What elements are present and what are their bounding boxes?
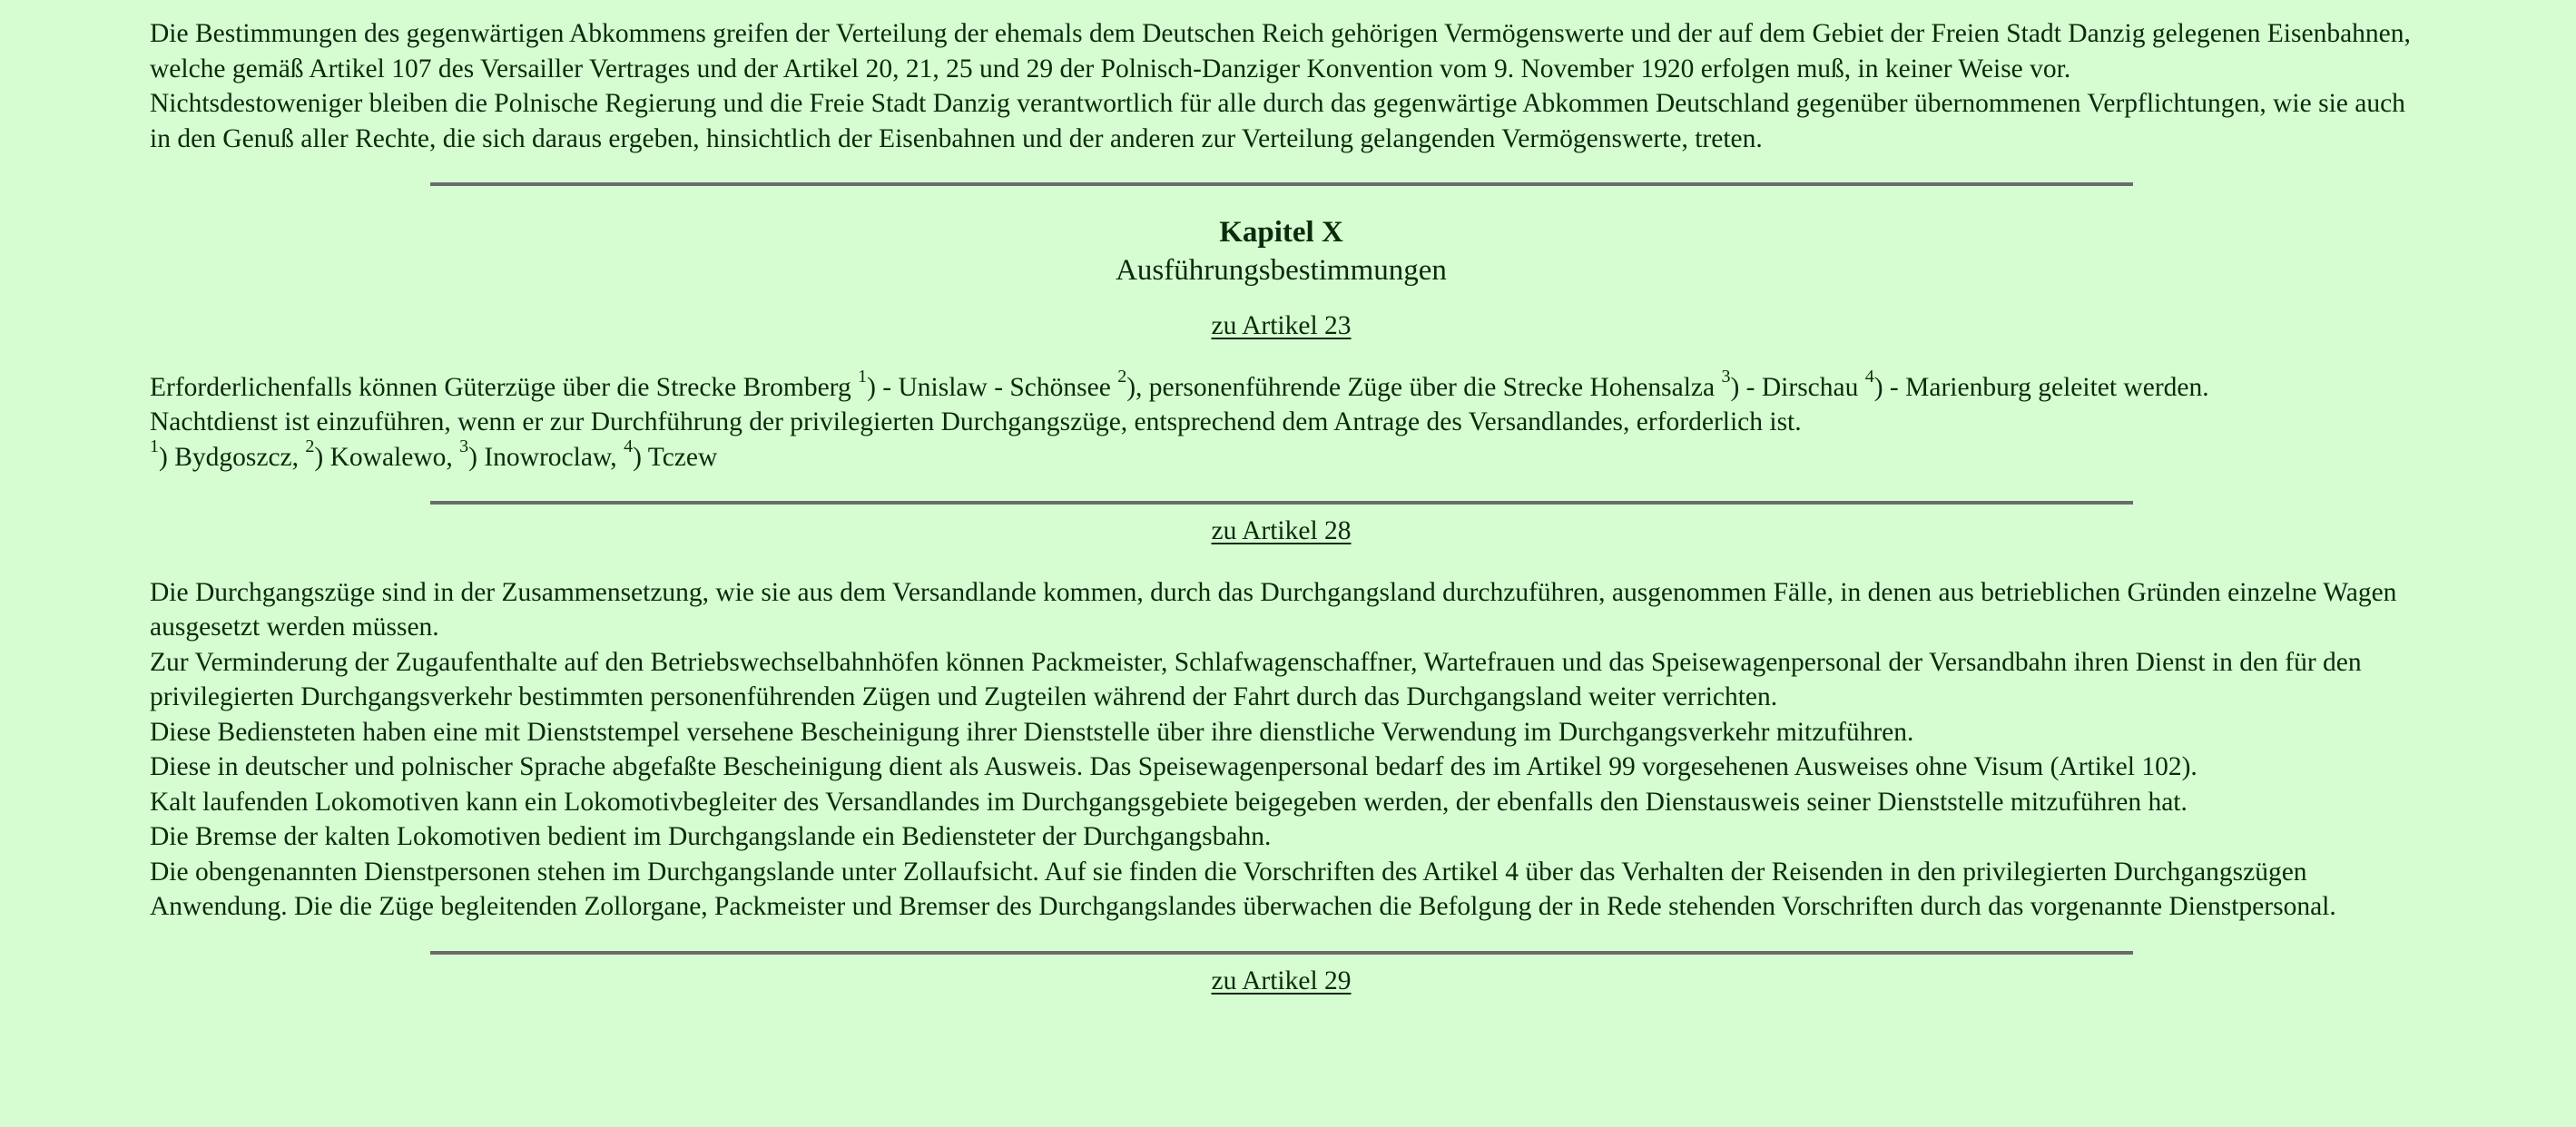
- article-23-link[interactable]: zu Artikel 23: [1211, 311, 1352, 340]
- article-28-paragraph: Kalt laufenden Lokomotiven kann ein Lokomotivbegleiter des Versandlandes im Durchgangsgebiete beigegeben werden, der ebenfalls den Dienstausweis seiner Dienststelle mitzuführen hat.: [150, 787, 2188, 817]
- section-divider: [430, 182, 2133, 186]
- footnote-marker: 3: [1721, 366, 1731, 387]
- footnote-text: ) Tczew: [633, 442, 718, 472]
- footnote-marker: 3: [459, 436, 469, 456]
- footnote-marker: 1: [150, 436, 159, 456]
- article-28-paragraph: Die Bremse der kalten Lokomotiven bedient im Durchgangslande ein Bediensteter der Durchgangsbahn.: [150, 822, 1272, 851]
- footnote-marker: 4: [624, 436, 634, 456]
- footnote-marker: 1: [858, 366, 868, 387]
- footnote-marker: 2: [1117, 366, 1127, 387]
- article-29-heading: [150, 964, 2413, 999]
- article-29-link[interactable]: zu Artikel 29: [1211, 965, 1352, 995]
- article-28-paragraph: Die obengenannten Dienstpersonen stehen im Durchgangslande unter Zollaufsicht. Auf sie finden die Vorschriften des Artikel 4 über das Verhalten der Reisenden in den privilegierten Durchgangszügen Anwendung. Die die Züge begleitenden Zollorgane, Packmeister und Bremser des Durchgangslandes überwachen die Befolgung der in Rede stehenden Vorschriften durch das vorgenannte Dienstpersonal.: [150, 857, 2336, 921]
- article-28-paragraph: Diese in deutscher und polnischer Sprache abgefaßte Bescheinigung dient als Ausweis. Das Speisewagenpersonal bedarf des im Artikel 99 vorgesehenen Ausweises ohne Visum (Artikel 102).: [150, 752, 2197, 781]
- footnote-marker: 2: [305, 436, 315, 456]
- text-segment: ), personenführende Züge über die Strecke Hohensalza: [1126, 372, 1722, 402]
- chapter-title: Kapitel X: [1219, 216, 1343, 249]
- intro-paragraph-2: Nichtsdestoweniger bleiben die Polnische Regierung und die Freie Stadt Danzig verantwortlich für alle durch das gegenwärtige Abkommen Deutschland gegenüber übernommenen Verpflichtungen, wie sie auch in den Genuß aller Rechte, die sich daraus ergeben, hinsichtlich der Eisenbahnen und der anderen zur Verteilung gelangenden Vermögenswerte, treten.: [150, 89, 2405, 153]
- article-28-paragraph: Die Durchgangszüge sind in der Zusammensetzung, wie sie aus dem Versandlande kommen, durch das Durchgangsland durchzuführen, ausgenommen Fälle, in denen aus betrieblichen Gründen einzelne Wagen ausgesetzt werden müssen.: [150, 577, 2397, 642]
- article-23-heading: [150, 309, 2413, 344]
- footnote-text: ) Bydgoszcz,: [159, 442, 306, 472]
- section-divider: [430, 501, 2133, 505]
- text-segment: ) - Dirschau: [1730, 372, 1865, 402]
- text-segment: Erforderlichenfalls können Güterzüge über die Strecke Bromberg: [150, 372, 859, 402]
- intro-paragraph-1: Die Bestimmungen des gegenwärtigen Abkommens greifen der Verteilung der ehemals dem Deutschen Reich gehörigen Vermögenswerte und der auf dem Gebiet der Freien Stadt Danzig gelegenen Eisenbahnen, welche gemäß Artikel 107 des Versailler Vertrages und der Artikel 20, 21, 25 und 29 der Polnisch-Danziger Konvention vom 9. November 1920 erfolgen muß, in keiner Weise vor.: [150, 19, 2411, 83]
- chapter-heading: [150, 213, 2413, 289]
- article-23-paragraph-1: [150, 366, 2413, 406]
- article-28-paragraph: Diese Bediensteten haben eine mit Dienststempel versehene Bescheinigung ihrer Dienststelle über ihre dienstliche Verwendung im Durchgangsverkehr mitzuführen.: [150, 717, 1914, 747]
- article-28-heading: [150, 514, 2413, 549]
- article-23-footnotes: [150, 436, 2413, 475]
- article-28-body: [150, 575, 2413, 925]
- article-28-paragraph: Zur Verminderung der Zugaufenthalte auf den Betriebswechselbahnhöfen können Packmeister, Schlafwagenschaffner, Wartefrauen und das Speisewagenpersonal der Versandbahn ihren Dienst in den für den privilegierten Durchgangsverkehr bestimmten personenführenden Zügen und Zugteilen während der Fahrt durch das Durchgangsland weiter verrichten.: [150, 647, 2362, 711]
- footnote-marker: 4: [1864, 366, 1874, 387]
- text-segment: ) - Marienburg geleitet werden.: [1873, 372, 2209, 402]
- chapter-subtitle: Ausführungsbestimmungen: [1116, 254, 1447, 287]
- article-23-paragraph-2: Nachtdienst ist einzuführen, wenn er zur Durchführung der privilegierten Durchgangszüge, entsprechend dem Antrage des Versandlandes, erforderlich ist.: [150, 407, 1802, 436]
- text-segment: ) - Unislaw - Schönsee: [867, 372, 1118, 402]
- article-28-link[interactable]: zu Artikel 28: [1211, 516, 1352, 545]
- footnote-text: ) Inowroclaw,: [468, 442, 624, 472]
- section-divider: [430, 951, 2133, 955]
- footnote-text: ) Kowalewo,: [314, 442, 460, 472]
